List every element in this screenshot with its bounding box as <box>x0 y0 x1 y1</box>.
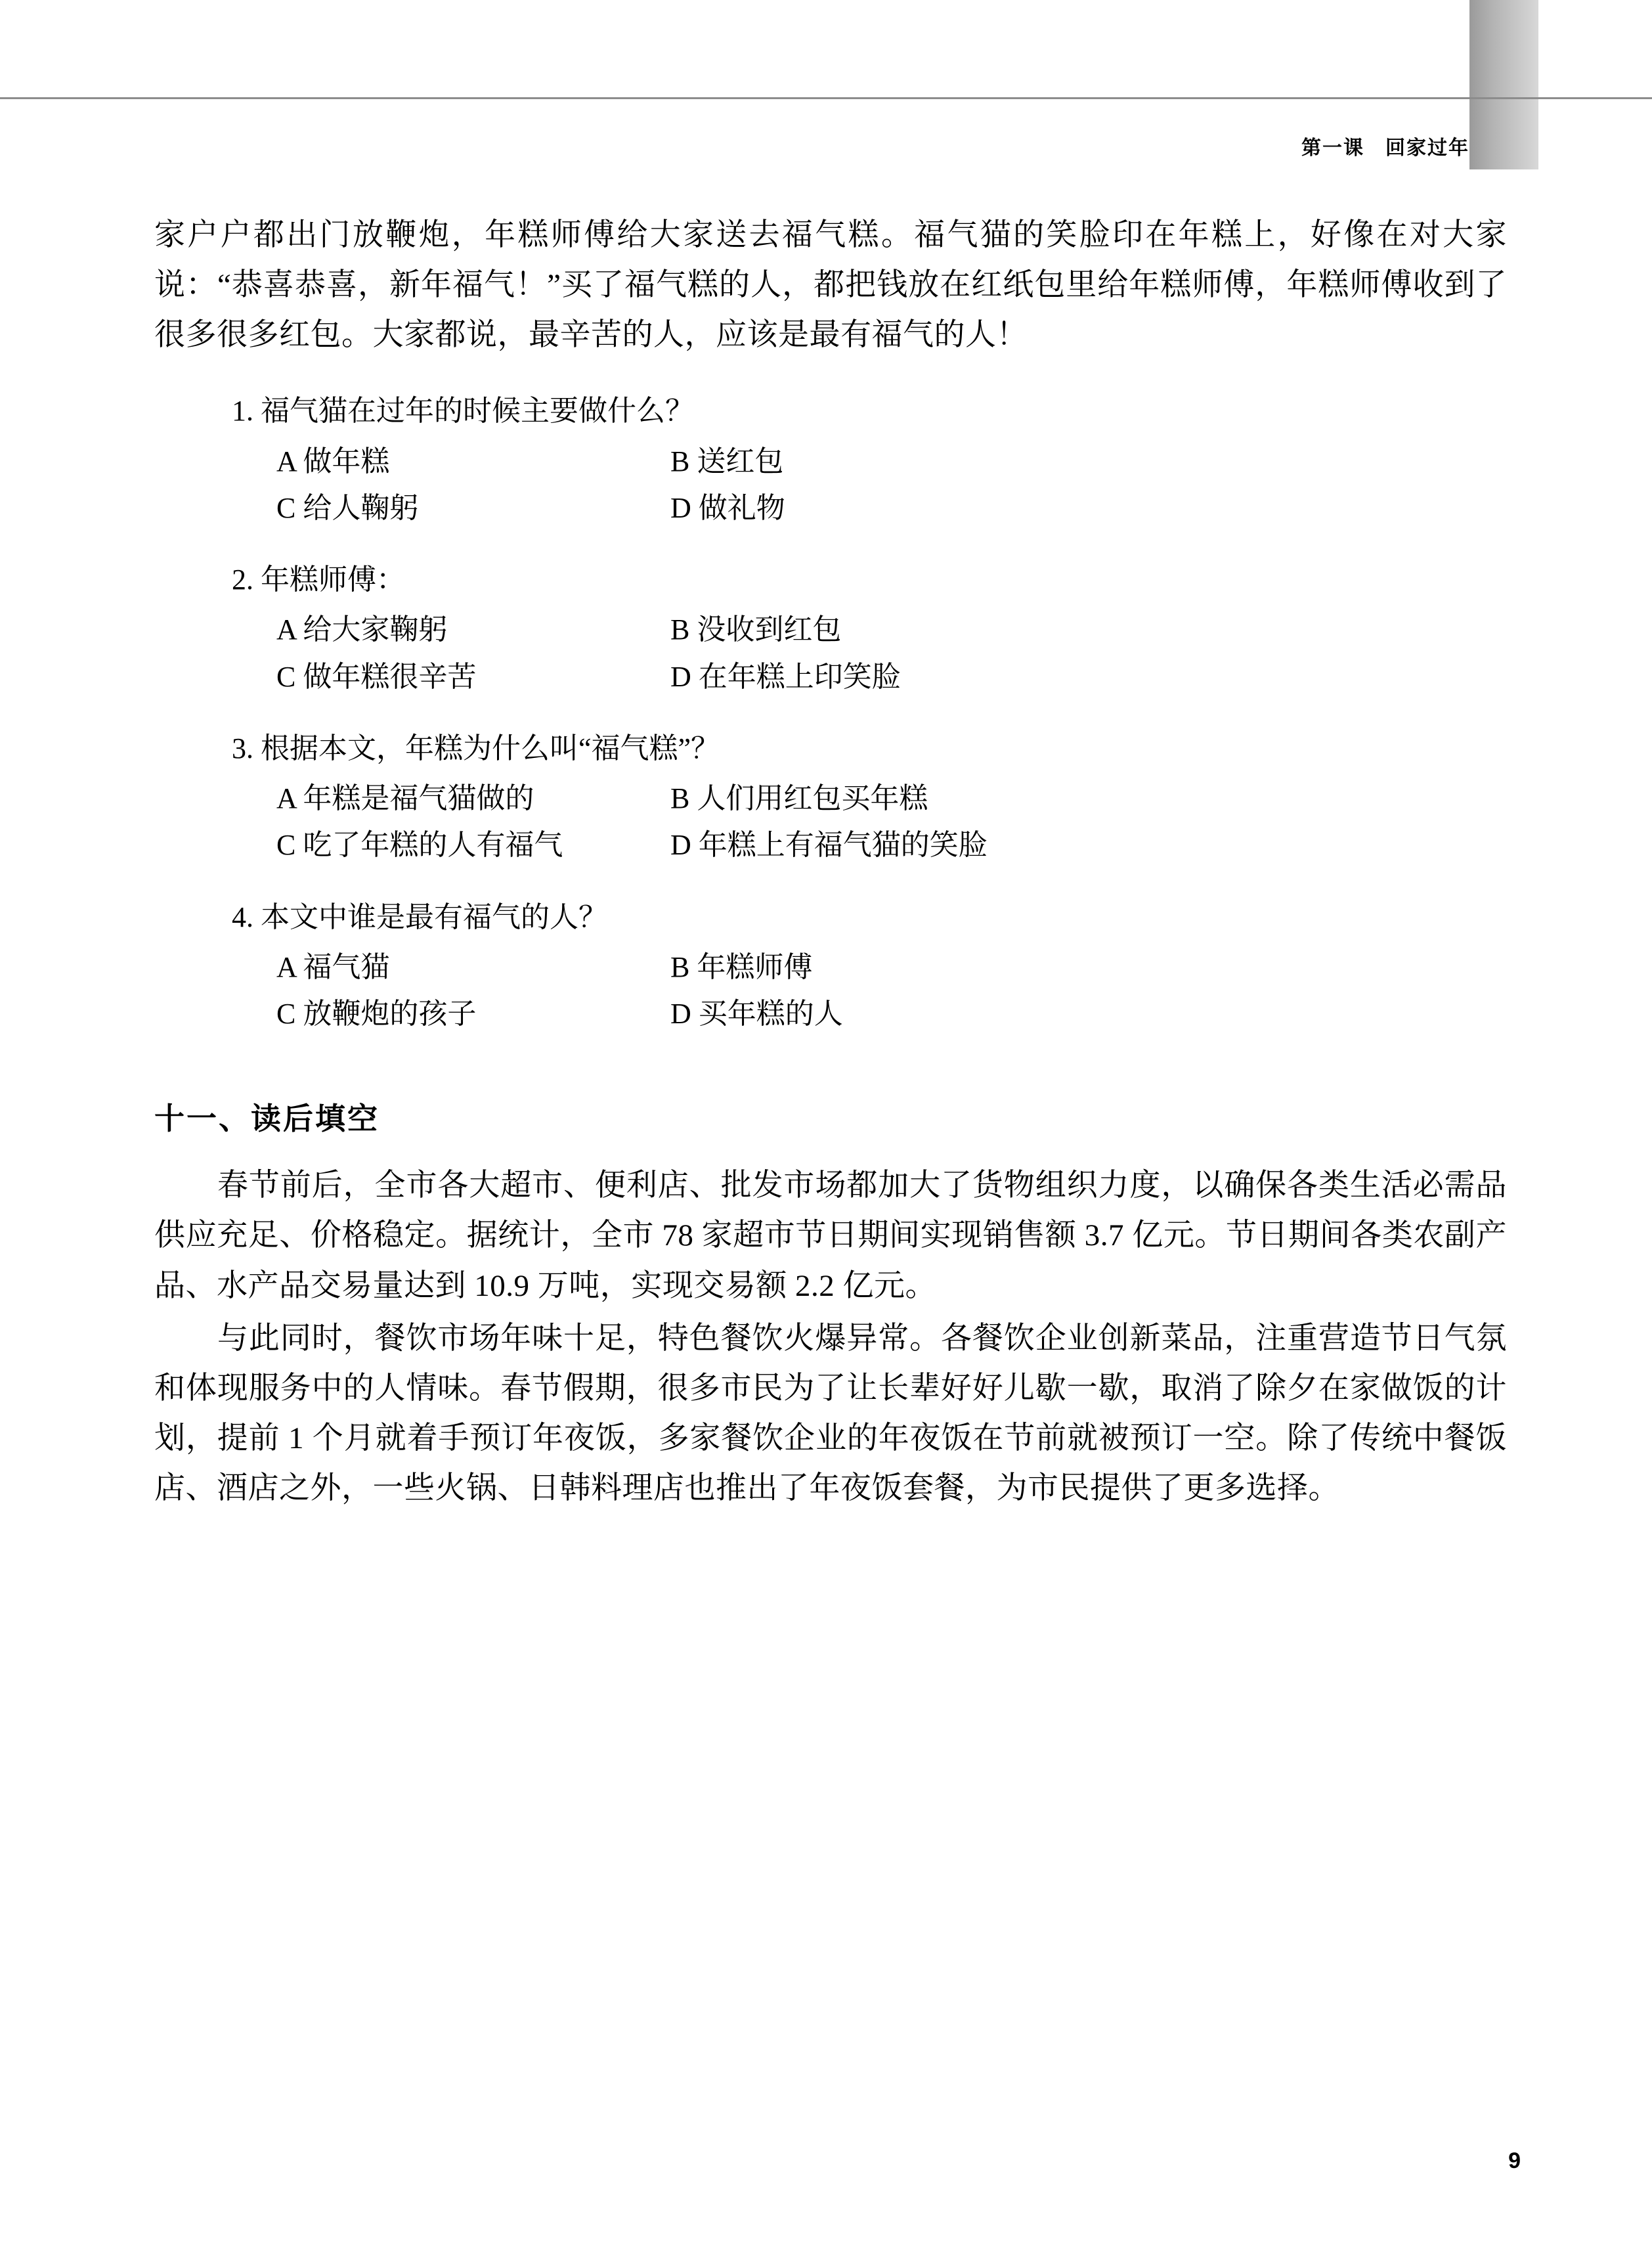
option-row <box>276 653 1507 700</box>
page-content <box>154 210 1507 1516</box>
question-list <box>154 389 1507 1037</box>
option-row <box>276 438 1507 485</box>
option-c[interactable]: C 做年糕很辛苦 <box>276 660 477 693</box>
question-options <box>232 606 1507 700</box>
question-stem: 4. 本文中谁是最有福气的人？ <box>232 900 607 933</box>
question-item <box>232 895 1507 1038</box>
option-b[interactable]: B 送红包 <box>670 445 784 477</box>
option-row <box>276 944 1507 990</box>
page-number: 9 <box>1508 2148 1521 2173</box>
question-options <box>232 944 1507 1038</box>
header-corner-block <box>1469 0 1538 169</box>
running-head: 第一课 回家过年 <box>1301 137 1469 159</box>
question-stem: 3. 根据本文，年糕为什么叫“福气糕”？ <box>232 732 720 764</box>
section-paragraph-2: 与此同时，餐饮市场年味十足，特色餐饮火爆异常。各餐饮企业创新菜品，注重营造节日气氛和体现服务中的人情味。春节假期，很多市民为了让长辈好好儿歇一歇，取消了除夕在家做饭的计划，提前 1 个月就着手预订年夜饭，多家餐饮企业的年夜饭在节前就被预订一空。除了传统中餐饭店、酒店之外，一些火锅、日韩料理店也推出了年夜饭套餐，为市民提供了更多选择。 <box>154 1321 1507 1505</box>
option-c[interactable]: C 给人鞠躬 <box>276 491 419 524</box>
section-body <box>154 1161 1507 1513</box>
option-c[interactable]: C 放鞭炮的孩子 <box>276 997 477 1030</box>
option-row <box>276 485 1507 531</box>
option-a[interactable]: A 做年糕 <box>276 445 390 477</box>
option-d[interactable]: D 在年糕上印笑脸 <box>670 660 901 693</box>
reading-paragraph: 家户户都出门放鞭炮，年糕师傅给大家送去福气糕。福气猫的笑脸印在年糕上，好像在对大家说：“恭喜恭喜，新年福气！”买了福气糕的人，都把钱放在红纸包里给年糕师傅，年糕师傅收到了很多很多红包。大家都说，最辛苦的人，应该是最有福气的人！ <box>154 218 1507 353</box>
question-item <box>232 726 1507 869</box>
option-a[interactable]: A 年糕是福气猫做的 <box>276 782 534 814</box>
option-row <box>276 822 1507 868</box>
option-row <box>276 606 1507 653</box>
option-c[interactable]: C 吃了年糕的人有福气 <box>276 829 563 862</box>
header-rule <box>0 97 1652 99</box>
option-d[interactable]: D 买年糕的人 <box>670 997 843 1030</box>
question-options <box>232 775 1507 869</box>
option-row <box>276 775 1507 822</box>
option-a[interactable]: A 福气猫 <box>276 950 390 983</box>
option-b[interactable]: B 人们用红包买年糕 <box>670 782 928 814</box>
option-b[interactable]: B 年糕师傅 <box>670 950 813 983</box>
question-options <box>232 438 1507 532</box>
section-heading: 十一、读后填空 <box>154 1101 380 1136</box>
option-a[interactable]: A 给大家鞠躬 <box>276 613 448 646</box>
option-d[interactable]: D 做礼物 <box>670 491 785 524</box>
question-stem: 1. 福气猫在过年的时候主要做什么？ <box>232 395 694 428</box>
option-d[interactable]: D 年糕上有福气猫的笑脸 <box>670 829 988 862</box>
section-paragraph-1: 春节前后，全市各大超市、便利店、批发市场都加大了货物组织力度，以确保各类生活必需品供应充足、价格稳定。据统计，全市 78 家超市节日期间实现销售额 3.7 亿元。节日期间各类农副产品、水产品交易量达到 10.9 万吨，实现交易额 2.2 亿元。 <box>154 1168 1507 1303</box>
question-item <box>232 389 1507 531</box>
question-item <box>232 558 1507 700</box>
option-b[interactable]: B 没收到红包 <box>670 613 842 646</box>
question-stem: 2. 年糕师傅： <box>232 564 405 596</box>
option-row <box>276 990 1507 1037</box>
